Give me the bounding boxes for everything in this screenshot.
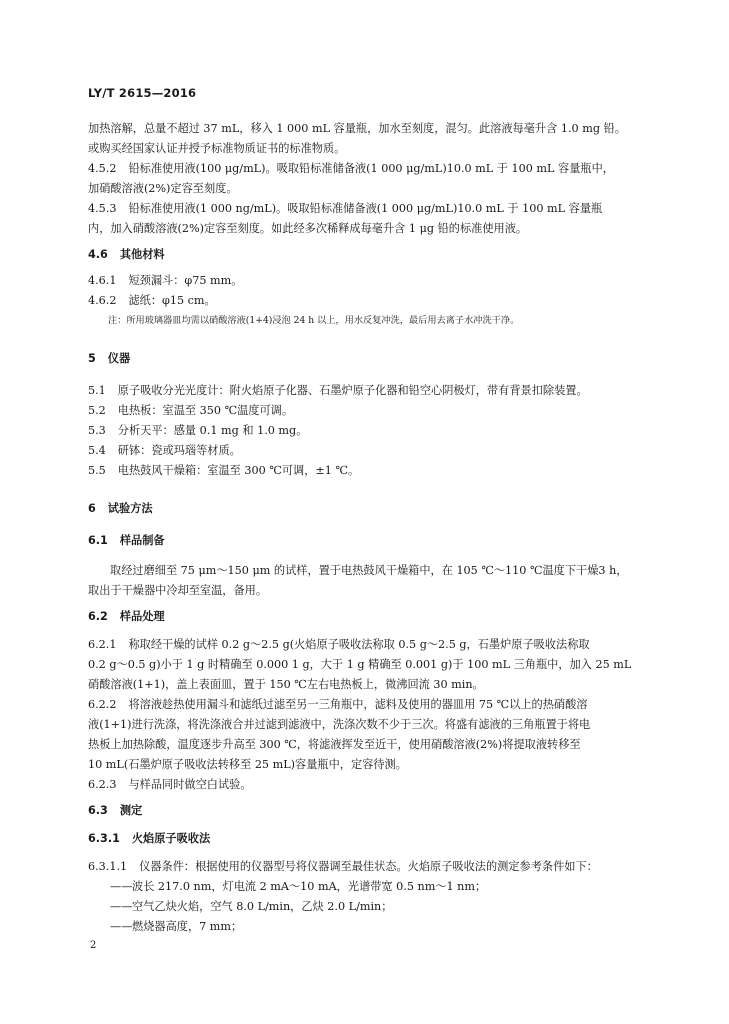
clause-text: 滤纸：φ15 cm。 <box>128 294 216 307</box>
clause-5-1 <box>88 382 588 398</box>
dash-item <box>110 878 486 894</box>
clause-6-2-3 <box>88 776 252 792</box>
dash-item-text: 波长 217.0 nm，灯电流 2 mA～10 mA，光谱带宽 0.5 nm～1 nm； <box>132 880 487 893</box>
clause-5-3 <box>88 422 307 438</box>
dash-marker: —— <box>110 920 133 933</box>
standard-code-header: LY/T 2615—2016 <box>88 86 197 100</box>
clause-6-2-2 <box>88 696 587 712</box>
clause-4-6-2 <box>88 292 216 308</box>
clause-number: 6.2.1 <box>88 638 117 651</box>
clause-number: 5.1 <box>88 384 106 397</box>
clause-text: 将溶液趁热使用漏斗和滤纸过滤至另一三角瓶中，滤料及使用的器皿用 75 ℃以上的热硝酸溶 <box>128 698 588 711</box>
dash-marker: —— <box>110 900 133 913</box>
clause-text: 铅标准使用液(100 μg/mL)。吸取铅标准储备液(1 000 μg/mL)10.0 mL 于 100 mL 容量瓶中， <box>128 162 614 175</box>
section-title: 火焰原子吸收法 <box>131 832 211 845</box>
section-heading-6-3 <box>88 802 142 818</box>
section-heading-6-3-1 <box>88 830 210 846</box>
text-line: 热板上加热除酸，温度逐步升高至 300 ℃，将滤液挥发至近干，使用硝酸溶液(2%)将提取液转移至 <box>88 738 581 751</box>
clause-text: 电热板：室温至 350 ℃温度可调。 <box>117 404 294 417</box>
clause-text: 仪器条件：根据使用的仪器型号将仪器调至最佳状态。火焰原子吸收法的测定参考条件如下： <box>139 860 598 873</box>
page-number: 2 <box>90 940 97 951</box>
section-number: 4.6 <box>88 248 108 261</box>
section-number: 6.1 <box>88 534 108 547</box>
section-title: 试验方法 <box>107 502 153 515</box>
dash-item <box>110 898 392 914</box>
section-heading-6 <box>88 500 153 516</box>
clause-text: 称取经干燥的试样 0.2 g～2.5 g(火焰原子吸收法称取 0.5 g～2.5 g，石墨炉原子吸收法称取 <box>128 638 590 651</box>
section-title: 仪器 <box>107 352 131 365</box>
text-line: 加硝酸溶液(2%)定容至刻度。 <box>88 182 238 195</box>
clause-number: 4.5.2 <box>88 162 117 175</box>
text-line: 取出于干燥器中冷却至室温，备用。 <box>88 584 268 597</box>
clause-number: 6.3.1.1 <box>88 860 128 873</box>
section-title: 样品制备 <box>119 534 165 547</box>
dash-item-text: 空气乙炔火焰，空气 8.0 L/min，乙炔 2.0 L/min； <box>132 900 393 913</box>
text-line: 硝酸溶液(1+1)，盖上表面皿，置于 150 ℃左右电热板上，微沸回流 30 min。 <box>88 678 484 691</box>
clause-5-2 <box>88 402 293 418</box>
clause-text: 铅标准使用液(1 000 ng/mL)。吸取铅标准储备液(1 000 μg/mL)10.0 mL 于 100 mL 容量瓶 <box>128 202 603 215</box>
clause-6-3-1-1 <box>88 858 598 874</box>
clause-number: 5.4 <box>88 444 106 457</box>
clause-text: 短颈漏斗：φ75 mm。 <box>128 274 243 287</box>
clause-number: 4.6.1 <box>88 274 117 287</box>
clause-text: 研钵：瓷或玛瑙等材质。 <box>117 444 241 457</box>
section-number: 6.3 <box>88 804 108 817</box>
section-title: 测定 <box>119 804 143 817</box>
clause-4-5-3 <box>88 200 602 216</box>
text-line: 10 mL(石墨炉原子吸收法转移至 25 mL)容量瓶中，定容待测。 <box>88 758 407 771</box>
clause-5-4 <box>88 442 241 458</box>
clause-number: 5.2 <box>88 404 106 417</box>
clause-text: 与样品同时做空白试验。 <box>128 778 252 791</box>
section-number: 6 <box>88 502 96 515</box>
text-line: 加热溶解，总量不超过 37 mL，移入 1 000 mL 容量瓶，加水至刻度，混匀。此溶液每毫升含 1.0 mg 铅。 <box>88 122 626 135</box>
section-heading-4-6 <box>88 246 165 262</box>
section-title: 样品处理 <box>119 610 165 623</box>
clause-number: 4.6.2 <box>88 294 117 307</box>
clause-number: 6.2.2 <box>88 698 117 711</box>
text-line: 0.2 g～0.5 g)小于 1 g 时精确至 0.000 1 g，大于 1 g 精确至 0.001 g)于 100 mL 三角瓶中，加入 25 mL <box>88 658 632 671</box>
text-line: 内，加入硝酸溶液(2%)定容至刻度。如此经多次稀释成每毫升含 1 μg 铅的标准使用液。 <box>88 222 528 235</box>
clause-number: 5.5 <box>88 464 106 477</box>
section-heading-6-1 <box>88 532 165 548</box>
clause-number: 4.5.3 <box>88 202 117 215</box>
section-number: 6.3.1 <box>88 832 120 845</box>
clause-6-2-1 <box>88 636 590 652</box>
section-heading-5 <box>88 350 130 366</box>
text-line: 或购买经国家认证并授予标准物质证书的标准物质。 <box>88 142 346 155</box>
section-heading-6-2 <box>88 608 165 624</box>
section-number: 5 <box>88 352 96 365</box>
clause-text: 分析天平：感量 0.1 mg 和 1.0 mg。 <box>117 424 308 437</box>
text-line: 液(1+1)进行洗涤，将洗涤液合并过滤到滤液中，洗涤次数不少于三次。将盛有滤液的三角瓶置于将电 <box>88 718 591 731</box>
dash-item <box>110 918 242 934</box>
clause-4-6-1 <box>88 272 242 288</box>
text-line: 取经过磨细至 75 μm～150 μm 的试样，置于电热鼓风干燥箱中，在 105 ℃～110 ℃温度下干燥3 h， <box>110 564 628 577</box>
note-text: 注：所用玻璃器皿均需以硝酸溶液(1+4)浸泡 24 h 以上，用水反复冲洗，最后用去离子水冲洗干净。 <box>108 315 520 326</box>
dash-item-text: 燃烧器高度，7 mm； <box>132 920 243 933</box>
clause-4-5-2 <box>88 160 614 176</box>
clause-text: 电热鼓风干燥箱：室温至 300 ℃可调，±1 ℃。 <box>117 464 360 477</box>
clause-number: 5.3 <box>88 424 106 437</box>
section-number: 6.2 <box>88 610 108 623</box>
dash-marker: —— <box>110 880 133 893</box>
section-title: 其他材料 <box>119 248 165 261</box>
clause-text: 原子吸收分光光度计：附火焰原子化器、石墨炉原子化器和铅空心阴极灯，带有背景扣除装置。 <box>117 384 588 397</box>
clause-5-5 <box>88 462 359 478</box>
clause-number: 6.2.3 <box>88 778 117 791</box>
